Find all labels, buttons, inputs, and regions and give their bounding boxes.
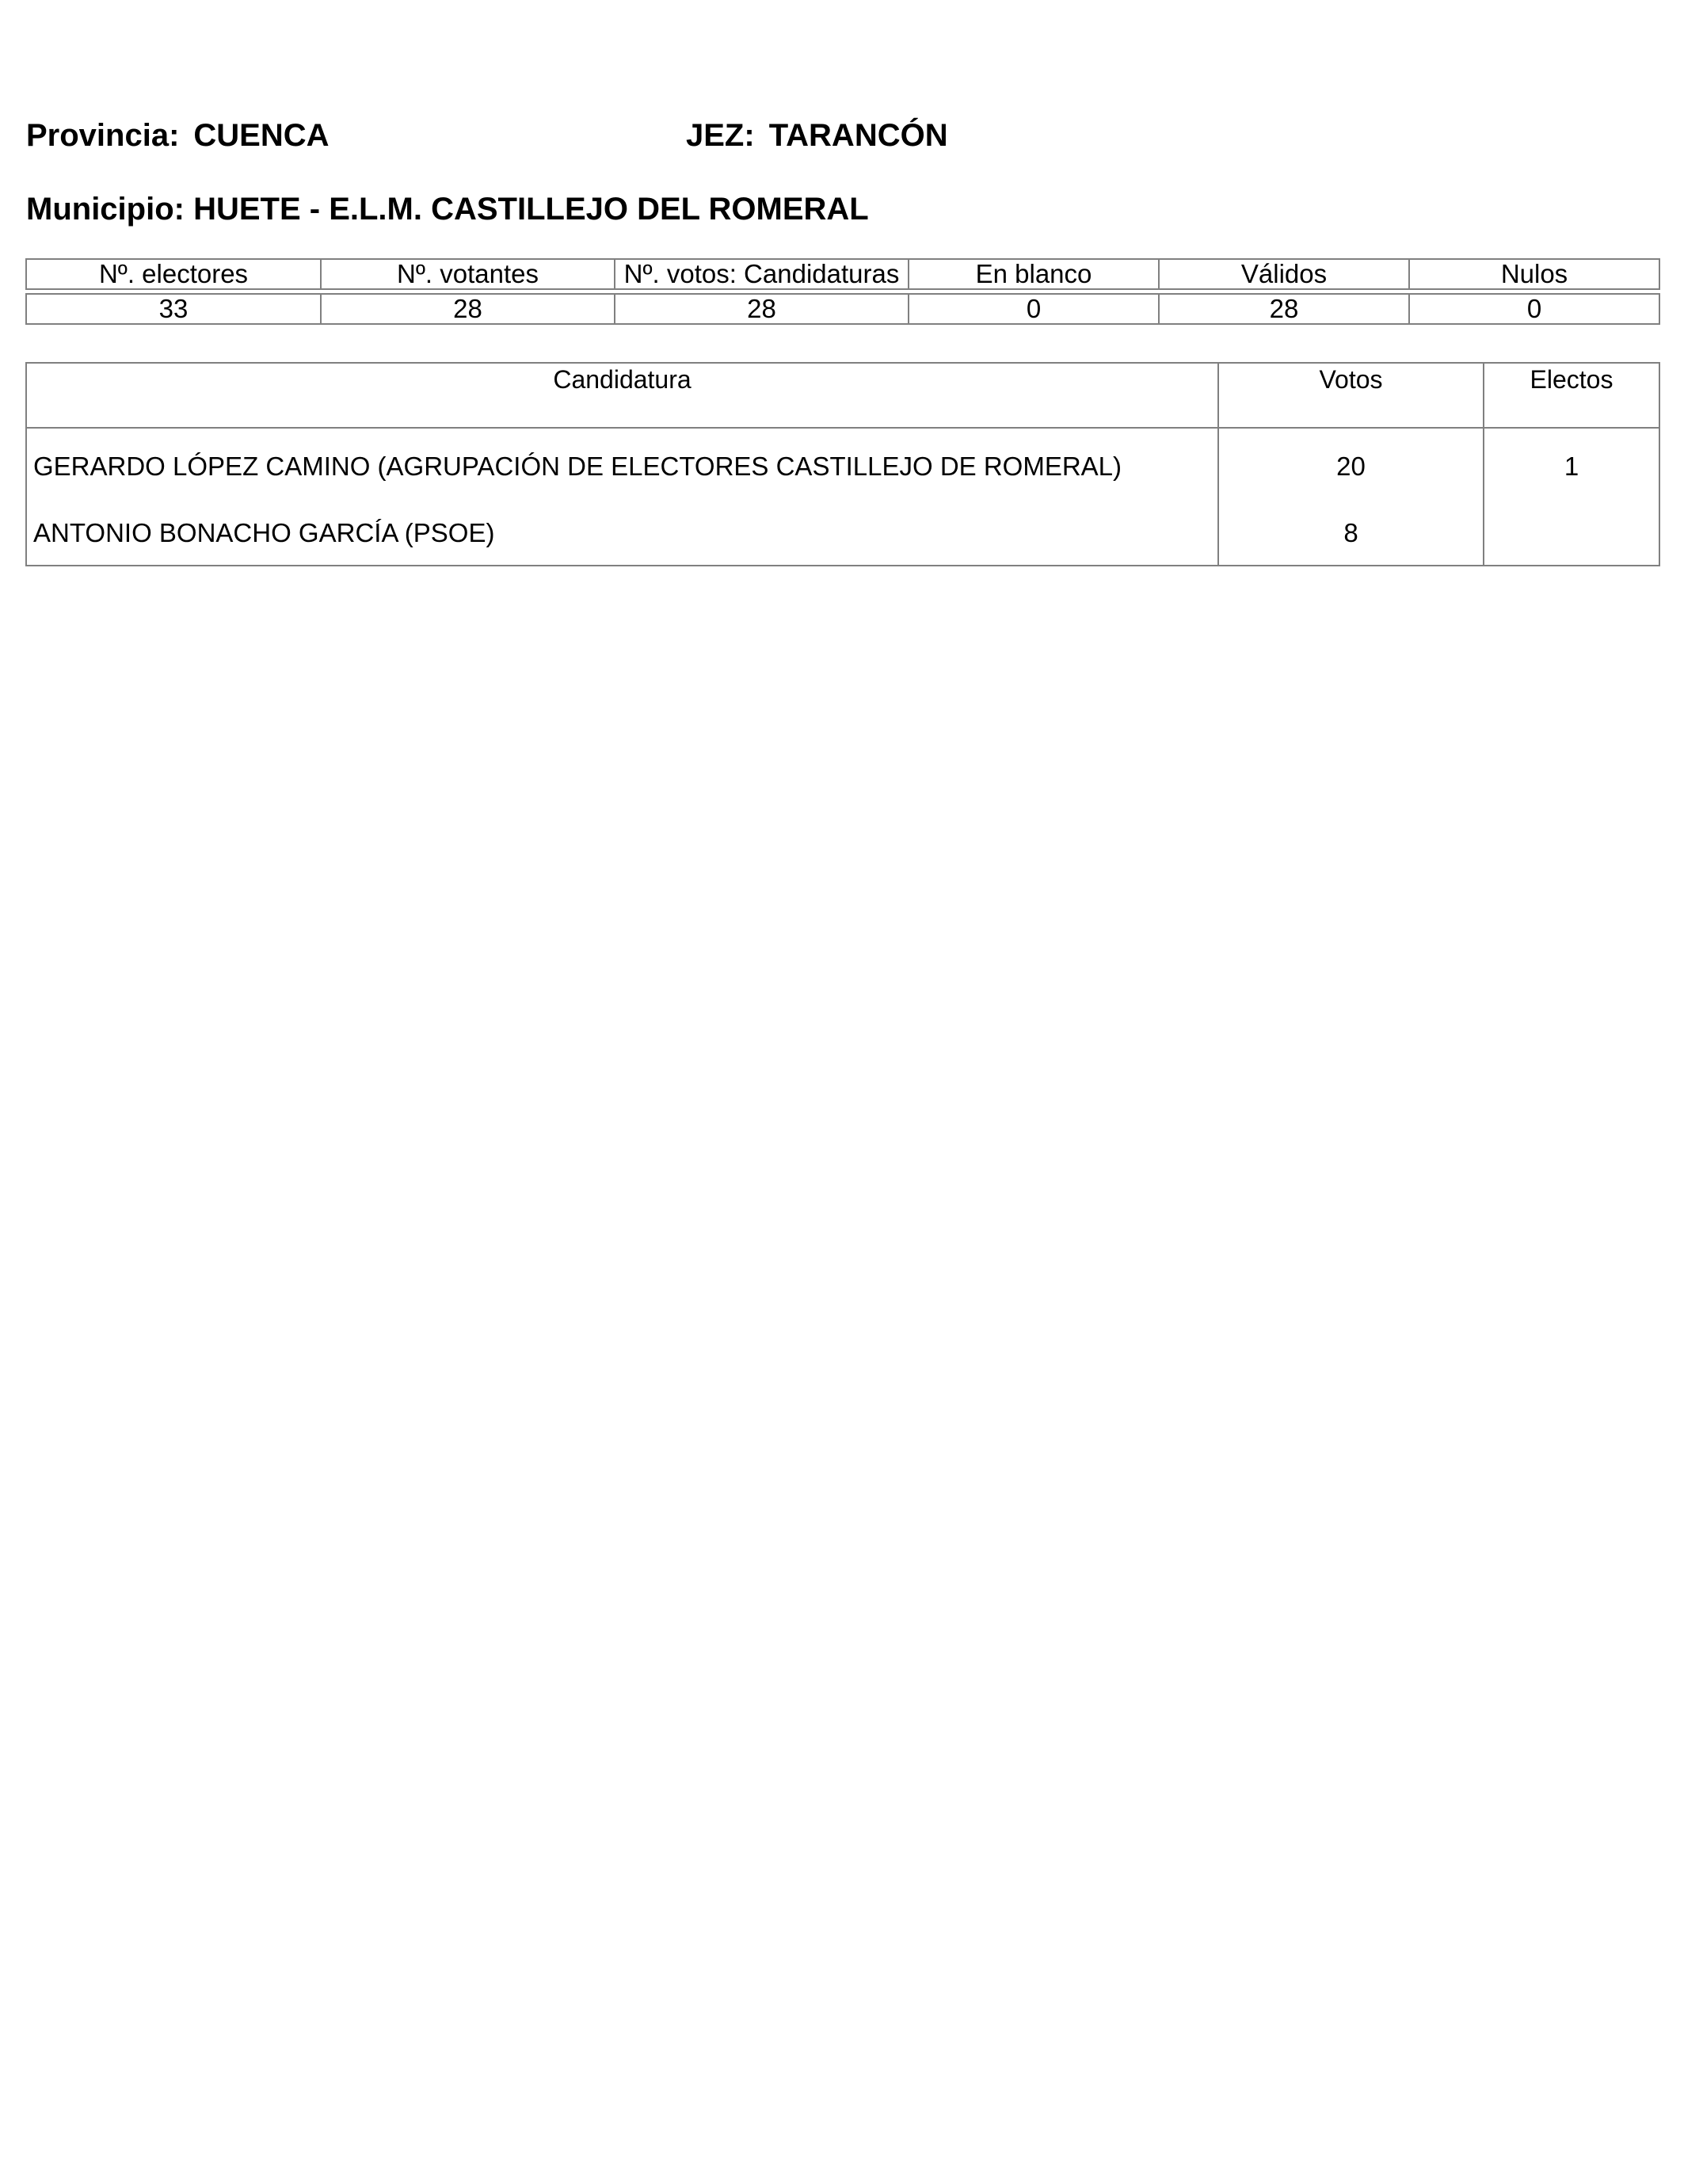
municipio-line	[26, 190, 869, 228]
jez-label: JEZ:	[686, 118, 755, 153]
results-table	[25, 362, 1660, 566]
summary-header-cell: Nulos	[1409, 259, 1659, 289]
jez-line	[686, 116, 948, 154]
votos-cell: 20	[1218, 428, 1484, 505]
candidatura-header: Candidatura	[26, 363, 1218, 428]
municipio-value: HUETE - E.L.M. CASTILLEJO DEL ROMERAL	[193, 192, 869, 227]
summary-value-cell: 33	[26, 294, 321, 324]
summary-header-cell: En blanco	[909, 259, 1159, 289]
summary-header-cell: Nº. votantes	[321, 259, 615, 289]
summary-header-row	[26, 259, 1659, 289]
summary-value-cell: 0	[1409, 294, 1659, 324]
summary-header-cell: Válidos	[1159, 259, 1409, 289]
electos-header: Electos	[1484, 363, 1659, 428]
summary-value-cell: 28	[321, 294, 615, 324]
provincia-label: Provincia:	[26, 118, 180, 153]
votos-header: Votos	[1218, 363, 1484, 428]
provincia-line	[26, 116, 330, 154]
jez-value: TARANCÓN	[768, 118, 948, 153]
summary-header-cell: Nº. electores	[26, 259, 321, 289]
candidatura-cell: GERARDO LÓPEZ CAMINO (AGRUPACIÓN DE ELECTORES CASTILLEJO DE ROMERAL)	[26, 428, 1218, 505]
electos-cell	[1484, 505, 1659, 566]
summary-value-cell: 28	[615, 294, 909, 324]
summary-value-cell: 0	[909, 294, 1159, 324]
votos-cell: 8	[1218, 505, 1484, 566]
results-header-row	[26, 363, 1659, 428]
municipio-label: Municipio:	[26, 192, 185, 227]
summary-value-cell: 28	[1159, 294, 1409, 324]
table-row	[26, 505, 1659, 566]
provincia-value: CUENCA	[193, 118, 330, 153]
summary-values-row	[26, 294, 1659, 324]
summary-table	[25, 258, 1660, 325]
summary-header-cell: Nº. votos: Candidaturas	[615, 259, 909, 289]
table-row	[26, 428, 1659, 505]
electos-cell: 1	[1484, 428, 1659, 505]
candidatura-cell: ANTONIO BONACHO GARCÍA (PSOE)	[26, 505, 1218, 566]
